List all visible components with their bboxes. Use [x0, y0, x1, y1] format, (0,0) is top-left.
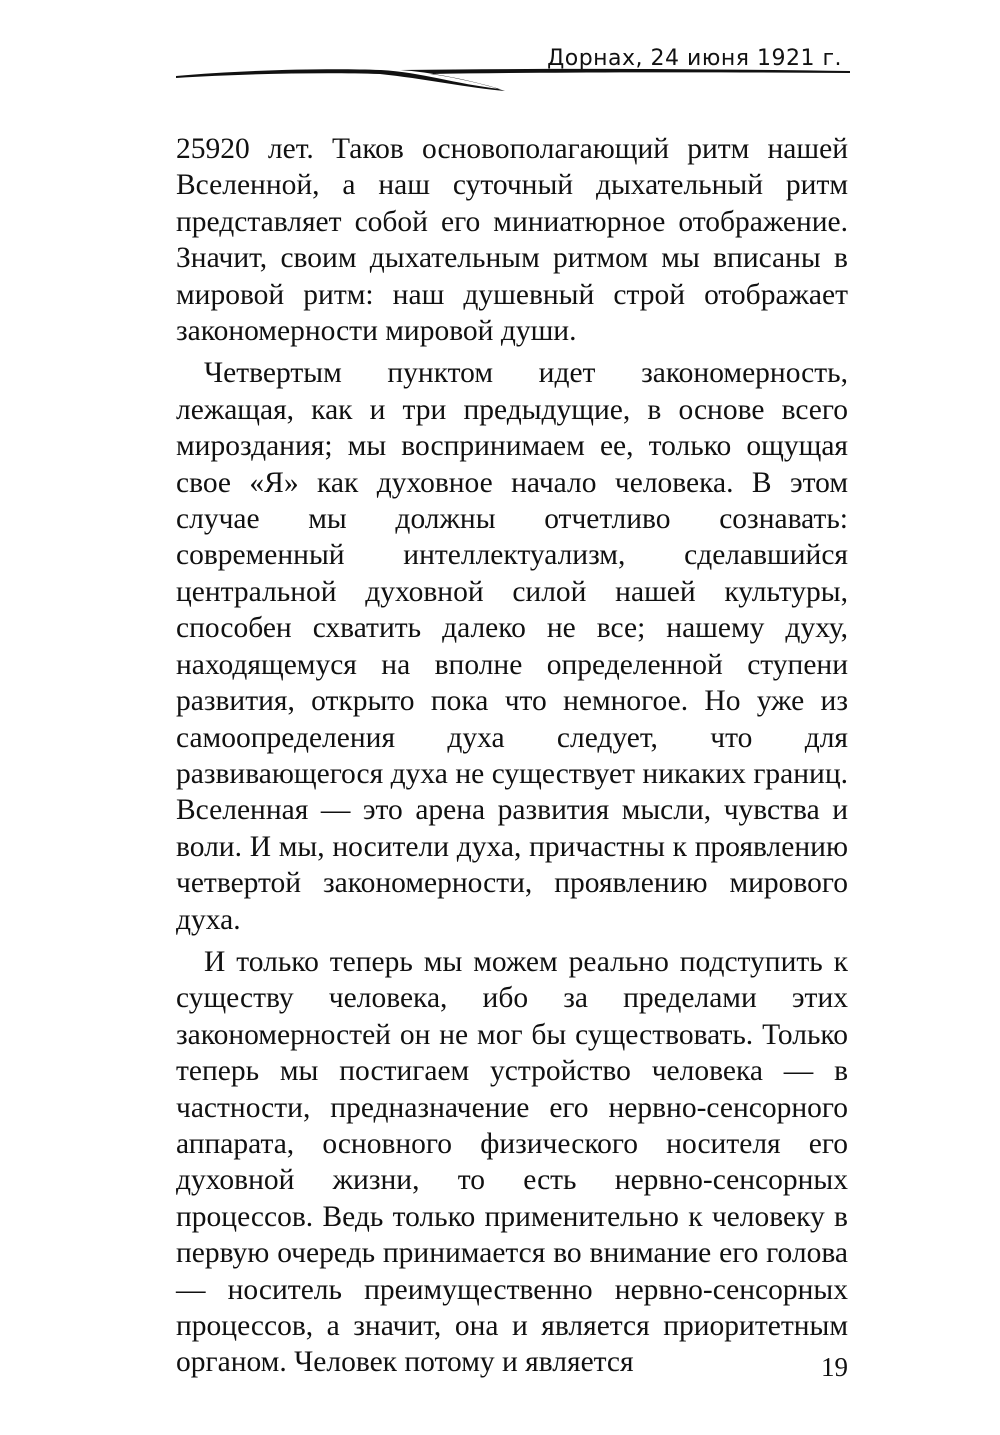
- paragraph-3: И только теперь мы можем реально подступить к существу человека, ибо за пределами этих закономерностей он не мог бы существовать. Только теперь мы постигаем устройство человека — в частности, предназначение его нервно-сенсорного аппарата, основного физического носителя его духовной жизни, то есть нервно-сенсорных процессов. Ведь только применительно к человеку в первую очередь принимается во внимание его голова — носитель преимущественно нервно-сенсорных процессов, а значит, она и является приоритетным органом. Человек потому и является: [176, 945, 848, 1379]
- running-head: [0, 44, 1000, 104]
- page-number: 19: [821, 1352, 848, 1382]
- header-rule-line: [176, 69, 850, 91]
- running-head-title: Дорнах, 24 июня 1921 г.: [547, 46, 842, 71]
- paragraph-1: 25920 лет. Таков основополагающий ритм нашей Вселенной, а наш суточный дыхательный ритм представляет собой его миниатюрное отображение. Значит, своим дыхательным ритмом мы вписаны в мировой ритм: наш душевный строй отображает закономерности мировой души.: [176, 133, 848, 348]
- header-flourish-rule: [0, 44, 1000, 104]
- page-body: [176, 131, 848, 1381]
- paragraph-2: Четвертым пунктом идет закономерность, лежащая, как и три предыдущие, в основе всего мироздания; мы воспринимаем ее, только ощущая свое «Я» как духовное начало человека. В этом случае мы должны отчетливо сознавать: современный интеллектуализм, сделавшийся центральной духовной силой нашей культуры, способен схватить далеко не все; нашему духу, находящемуся на вполне определенной ступени развития, открыто пока что немногое. Но уже из самоопределения духа следует, что для развивающегося духа не существует никаких границ. Вселенная — это арена развития мысли, чувства и воли. И мы, носители духа, причастны к проявлению четвертой закономерности, проявлению мирового духа.: [176, 357, 848, 936]
